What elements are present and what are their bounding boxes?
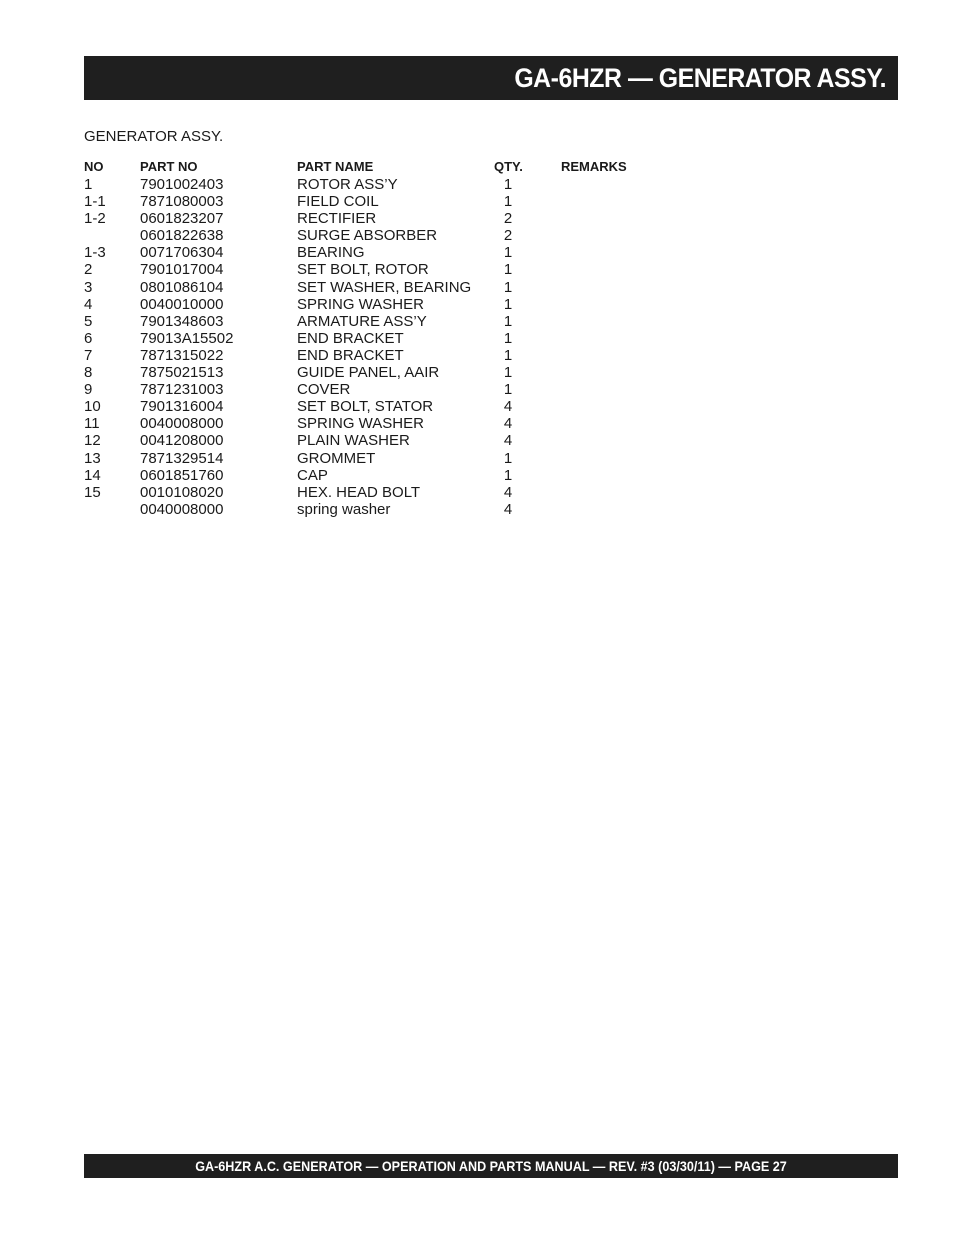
table-row xyxy=(84,279,644,296)
cell-qty: 1 xyxy=(503,466,513,484)
cell-no: 6 xyxy=(84,329,93,347)
column-header-part-name: PART NAME xyxy=(297,159,374,174)
cell-qty: 1 xyxy=(503,364,513,382)
cell-qty: 1 xyxy=(503,278,513,296)
table-row xyxy=(84,467,644,484)
cell-qty: 1 xyxy=(503,295,513,313)
cell-part-name: END BRACKET xyxy=(297,329,404,347)
cell-part-no: 7871231003 xyxy=(140,381,224,399)
cell-no: 2 xyxy=(84,261,93,279)
cell-part-name: SET WASHER, BEARING xyxy=(297,278,472,296)
cell-part-name: SET BOLT, ROTOR xyxy=(297,261,429,279)
table-row xyxy=(84,313,644,330)
cell-part-name: ARMATURE ASS’Y xyxy=(297,312,427,330)
cell-no: 15 xyxy=(84,483,101,501)
parts-table xyxy=(84,158,644,518)
column-header-part-no: PART NO xyxy=(140,159,198,174)
table-row xyxy=(84,484,644,501)
table-row xyxy=(84,398,644,415)
page-title-bar xyxy=(84,56,898,100)
table-header-row xyxy=(84,158,644,176)
cell-qty: 1 xyxy=(503,193,513,211)
column-header-qty: QTY. xyxy=(494,159,523,174)
table-row xyxy=(84,364,644,381)
table-body xyxy=(84,176,644,518)
cell-part-no: 7871329514 xyxy=(140,449,224,467)
cell-qty: 4 xyxy=(503,483,513,501)
cell-qty: 4 xyxy=(503,432,513,450)
cell-part-name: FIELD COIL xyxy=(297,193,379,211)
cell-part-no: 0041208000 xyxy=(140,432,224,450)
cell-no: 14 xyxy=(84,466,101,484)
cell-no: 1-3 xyxy=(84,244,106,262)
table-row xyxy=(84,296,644,313)
cell-no: 5 xyxy=(84,312,93,330)
cell-qty: 1 xyxy=(503,346,513,364)
section-heading: GENERATOR ASSY. xyxy=(84,128,224,145)
cell-no: 1-1 xyxy=(84,193,106,211)
table-row xyxy=(84,347,644,364)
table-row xyxy=(84,210,644,227)
cell-part-name: END BRACKET xyxy=(297,346,404,364)
cell-no: 7 xyxy=(84,346,93,364)
table-row xyxy=(84,381,644,398)
cell-part-name: SPRING WASHER xyxy=(297,415,424,433)
cell-part-no: 7901316004 xyxy=(140,398,224,416)
column-header-no: NO xyxy=(84,159,104,174)
table-row xyxy=(84,227,644,244)
cell-part-name: SET BOLT, STATOR xyxy=(297,398,434,416)
cell-part-name: GROMMET xyxy=(297,449,376,467)
cell-no: 13 xyxy=(84,449,101,467)
page-footer-bar xyxy=(84,1154,898,1178)
cell-qty: 1 xyxy=(503,261,513,279)
page-footer: GA-6HZR A.C. GENERATOR — OPERATION AND PARTS MANUAL — REV. #3 (03/30/11) — PAGE 27 xyxy=(195,1158,787,1174)
cell-part-no: 7871315022 xyxy=(140,346,224,364)
cell-part-name: COVER xyxy=(297,381,351,399)
cell-no: 1-2 xyxy=(84,210,106,228)
cell-no: 8 xyxy=(84,364,93,382)
cell-qty: 2 xyxy=(503,227,513,245)
cell-part-name: SURGE ABSORBER xyxy=(297,227,438,245)
cell-part-no: 7901002403 xyxy=(140,176,224,193)
cell-part-name: CAP xyxy=(297,466,328,484)
cell-part-no: 0040008000 xyxy=(140,500,224,518)
table-row xyxy=(84,501,644,518)
table-row xyxy=(84,432,644,449)
cell-no: 10 xyxy=(84,398,101,416)
cell-no: 11 xyxy=(84,415,100,433)
cell-part-no: 7901017004 xyxy=(140,261,224,279)
cell-part-name: ROTOR ASS’Y xyxy=(297,176,398,193)
cell-part-name: HEX. HEAD BOLT xyxy=(297,483,421,501)
cell-part-no: 7875021513 xyxy=(140,364,224,382)
table-row xyxy=(84,450,644,467)
cell-qty: 1 xyxy=(503,381,513,399)
cell-qty: 1 xyxy=(503,449,513,467)
cell-part-no: 0040008000 xyxy=(140,415,224,433)
cell-no: 1 xyxy=(84,176,93,193)
cell-part-no: 0601851760 xyxy=(140,466,224,484)
cell-qty: 1 xyxy=(503,312,513,330)
cell-part-name: GUIDE PANEL, AAIR xyxy=(297,364,440,382)
table-row xyxy=(84,330,644,347)
cell-qty: 1 xyxy=(503,329,513,347)
table-row xyxy=(84,244,644,261)
cell-qty: 4 xyxy=(503,398,513,416)
cell-no: 3 xyxy=(84,278,93,296)
cell-part-no: 7901348603 xyxy=(140,312,224,330)
cell-part-name: spring washer xyxy=(297,500,391,518)
cell-part-name: SPRING WASHER xyxy=(297,295,424,313)
cell-part-no: 79013A15502 xyxy=(140,329,234,347)
cell-qty: 4 xyxy=(503,415,513,433)
cell-part-name: PLAIN WASHER xyxy=(297,432,410,450)
cell-qty: 1 xyxy=(503,244,513,262)
table-row xyxy=(84,176,644,193)
cell-no: 12 xyxy=(84,432,101,450)
cell-part-name: BEARING xyxy=(297,244,365,262)
table-row xyxy=(84,193,644,210)
cell-part-no: 7871080003 xyxy=(140,193,224,211)
cell-no: 9 xyxy=(84,381,93,399)
cell-part-name: RECTIFIER xyxy=(297,210,377,228)
cell-qty: 1 xyxy=(503,176,513,193)
table-row xyxy=(84,261,644,278)
cell-part-no: 0801086104 xyxy=(140,278,224,296)
cell-part-no: 0071706304 xyxy=(140,244,224,262)
table-row xyxy=(84,415,644,432)
cell-no: 4 xyxy=(84,295,93,313)
cell-part-no: 0601822638 xyxy=(140,227,224,245)
cell-qty: 4 xyxy=(503,500,513,518)
cell-qty: 2 xyxy=(503,210,513,228)
page-title: GA-6HZR — GENERATOR ASSY. xyxy=(514,63,886,93)
cell-part-no: 0040010000 xyxy=(140,295,224,313)
cell-part-no: 0601823207 xyxy=(140,210,224,228)
cell-part-no: 0010108020 xyxy=(140,483,224,501)
column-header-remarks: REMARKS xyxy=(561,159,627,174)
